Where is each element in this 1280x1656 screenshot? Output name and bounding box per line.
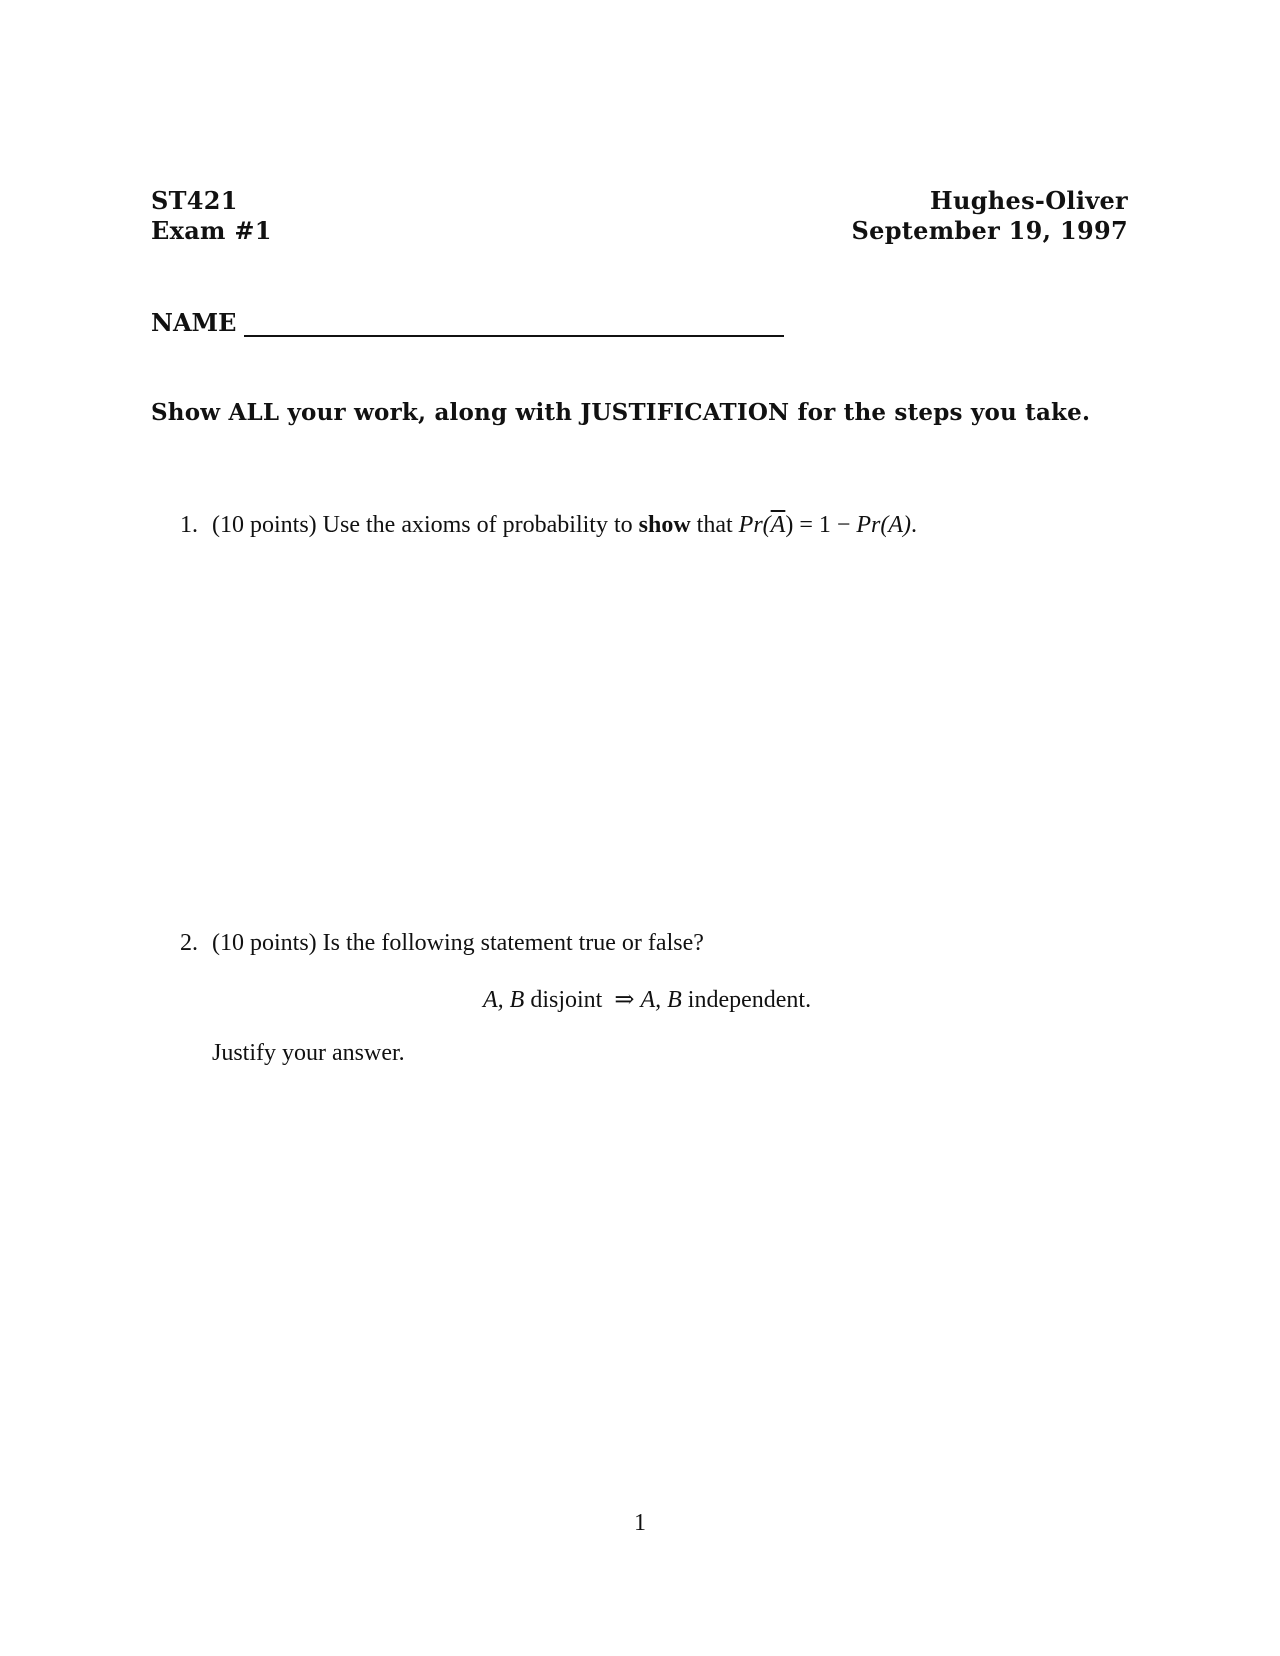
exam-title: Exam #1: [151, 216, 272, 245]
statement-ab-right: A, B: [640, 987, 682, 1013]
question-1-text-after: that: [690, 512, 739, 538]
question-1-formula-abar: $\overline{A}$: [770, 512, 786, 538]
question-2-statement: [483, 985, 811, 1014]
instructions-part1: Show: [151, 399, 229, 426]
question-2-text: Is the following statement true or false?: [316, 930, 704, 956]
course-code: ST421: [151, 186, 238, 215]
question-1-text: Use the axioms of probability to: [316, 512, 639, 538]
question-1-formula-pr: Pr(: [738, 512, 771, 538]
question-1-formula-end: .: [911, 512, 918, 538]
statement-ab-left: A, B: [483, 987, 525, 1013]
page-number: 1: [634, 1510, 646, 1536]
question-1-emphasis: show: [638, 512, 691, 538]
instructions: [151, 399, 1090, 426]
instructions-justification: JUSTIFICATION: [580, 399, 790, 426]
header-left: [151, 186, 272, 246]
name-label: NAME: [151, 308, 237, 337]
question-1-number: 1.: [180, 512, 198, 538]
question-2-followup: Justify your answer.: [212, 1040, 405, 1066]
instructions-all: ALL: [228, 399, 280, 426]
statement-end: independent.: [681, 987, 812, 1013]
statement-implies: disjoint ⇒: [524, 987, 641, 1013]
question-2-number: 2.: [180, 930, 198, 956]
header-right: [852, 186, 1129, 246]
question-1: [180, 512, 917, 539]
question-1-formula-pr-a: Pr(A): [856, 512, 912, 538]
instructions-part3: your work, along with: [279, 399, 581, 426]
name-field: [151, 308, 784, 337]
name-blank-line[interactable]: [244, 313, 784, 337]
question-1-points: (10 points): [212, 512, 317, 538]
instructor-name: Hughes-Oliver: [930, 186, 1128, 215]
question-2: [180, 930, 704, 957]
exam-date: September 19, 1997: [851, 216, 1128, 245]
question-1-formula-mid: ) = 1 −: [785, 512, 857, 538]
question-2-points: (10 points): [212, 930, 317, 956]
instructions-part5: for the steps you take.: [789, 399, 1091, 426]
